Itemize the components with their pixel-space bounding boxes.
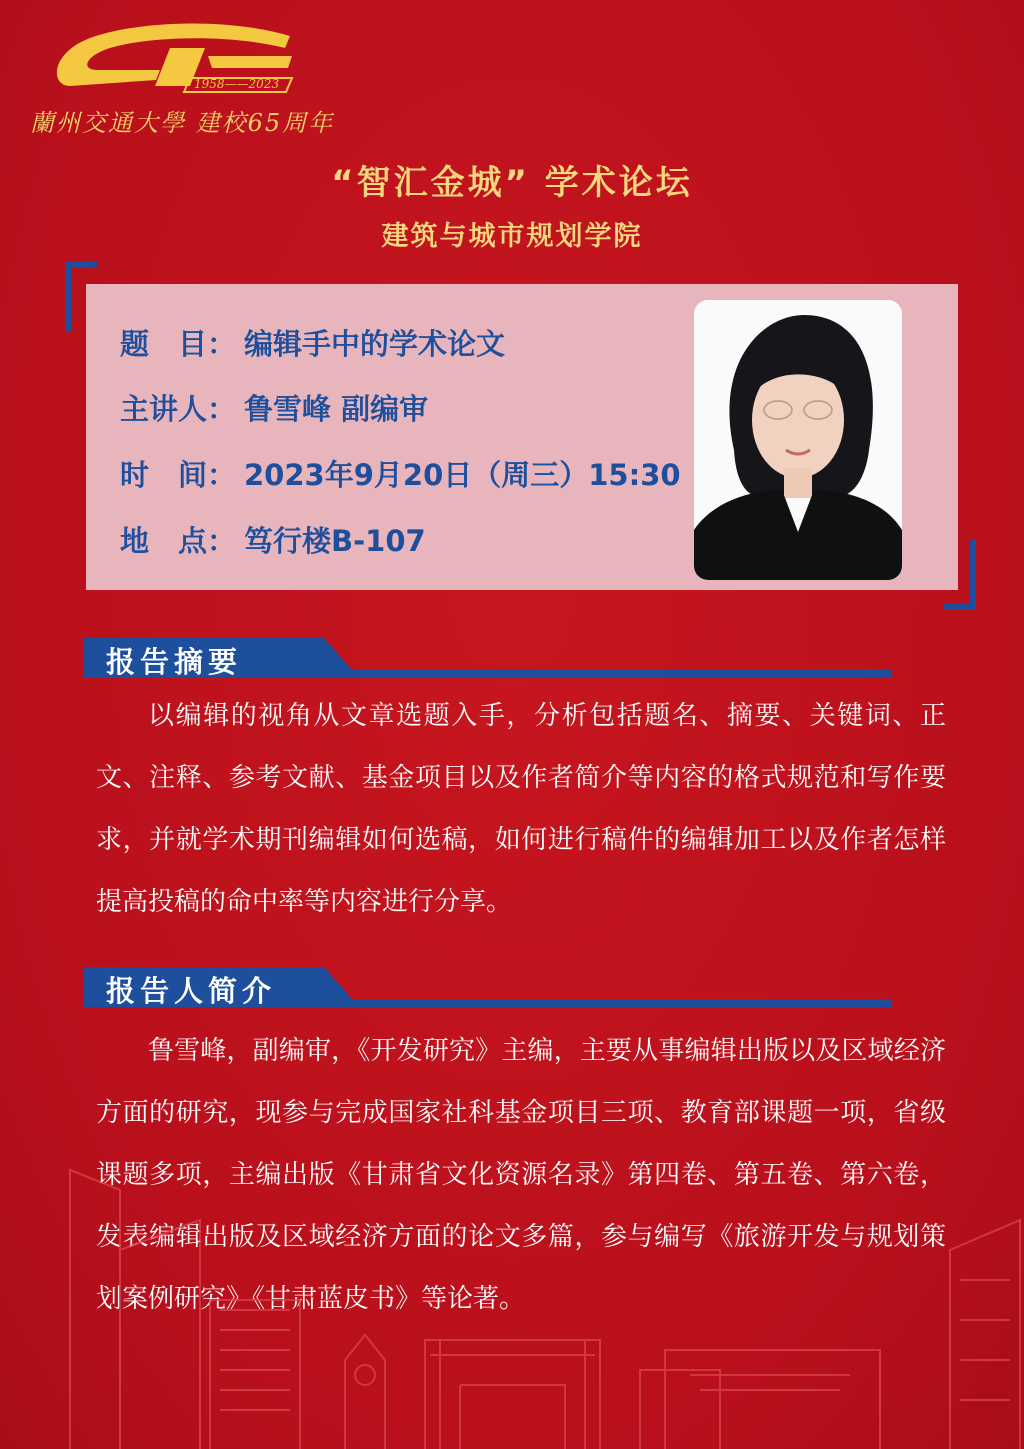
bio-heading: 报告人简介 [106,974,277,1008]
abstract-section-header [84,638,892,682]
speaker-value: 鲁雪峰 副编审 [244,392,429,426]
campus-skyline-decoration [0,1160,1024,1449]
abstract-text: 以编辑的视角从文章选题入手，分析包括题名、摘要、关键词、正文、注释、参考文献、基金项目以及作者简介等内容的格式规范和写作要求，并就学术期刊编辑如何选稿，如何进行稿件的编辑加工以及作者怎样提高投稿的命中率等内容进行分享。 [96,701,946,917]
bio-text: 鲁雪峰，副编审，《开发研究》主编，主要从事编辑出版以及区域经济方面的研究，现参与完成国家社科基金项目三项、教育部课题一项，省级课题多项，主编出版《甘肃省文化资源名录》第四卷、第五卷、第六卷，发表编辑出版及区域经济方面的论文多篇，参与编写《旅游开发与规划策划案例研究》《甘肃蓝皮书》等论著。 [96,1036,946,1314]
place-value: 笃行楼B-107 [244,524,426,558]
corner-bracket-bottom-right [944,540,976,610]
abstract-heading: 报告摘要 [106,645,243,679]
speaker-photo [694,300,902,580]
bio-section-header [84,967,892,1011]
time-label: 时 间： [120,458,237,492]
speaker-row [120,387,428,428]
logo-caption: 蘭州交通大學 建校65周年 [30,109,335,137]
place-row [120,519,426,560]
logo-years: 1958——2023 [194,77,280,91]
topic-row [120,322,505,363]
forum-title: “智汇金城” 学术论坛 [331,163,693,203]
forum-subtitle: 建筑与城市规划学院 [381,221,643,252]
time-row [120,453,681,494]
topic-label: 题 目： [120,327,237,361]
place-label: 地 点： [120,524,237,558]
time-value: 2023年9月20日（周三）15:30 [244,458,681,492]
speaker-label: 主讲人： [120,392,237,426]
topic-value: 编辑手中的学术论文 [244,327,506,361]
